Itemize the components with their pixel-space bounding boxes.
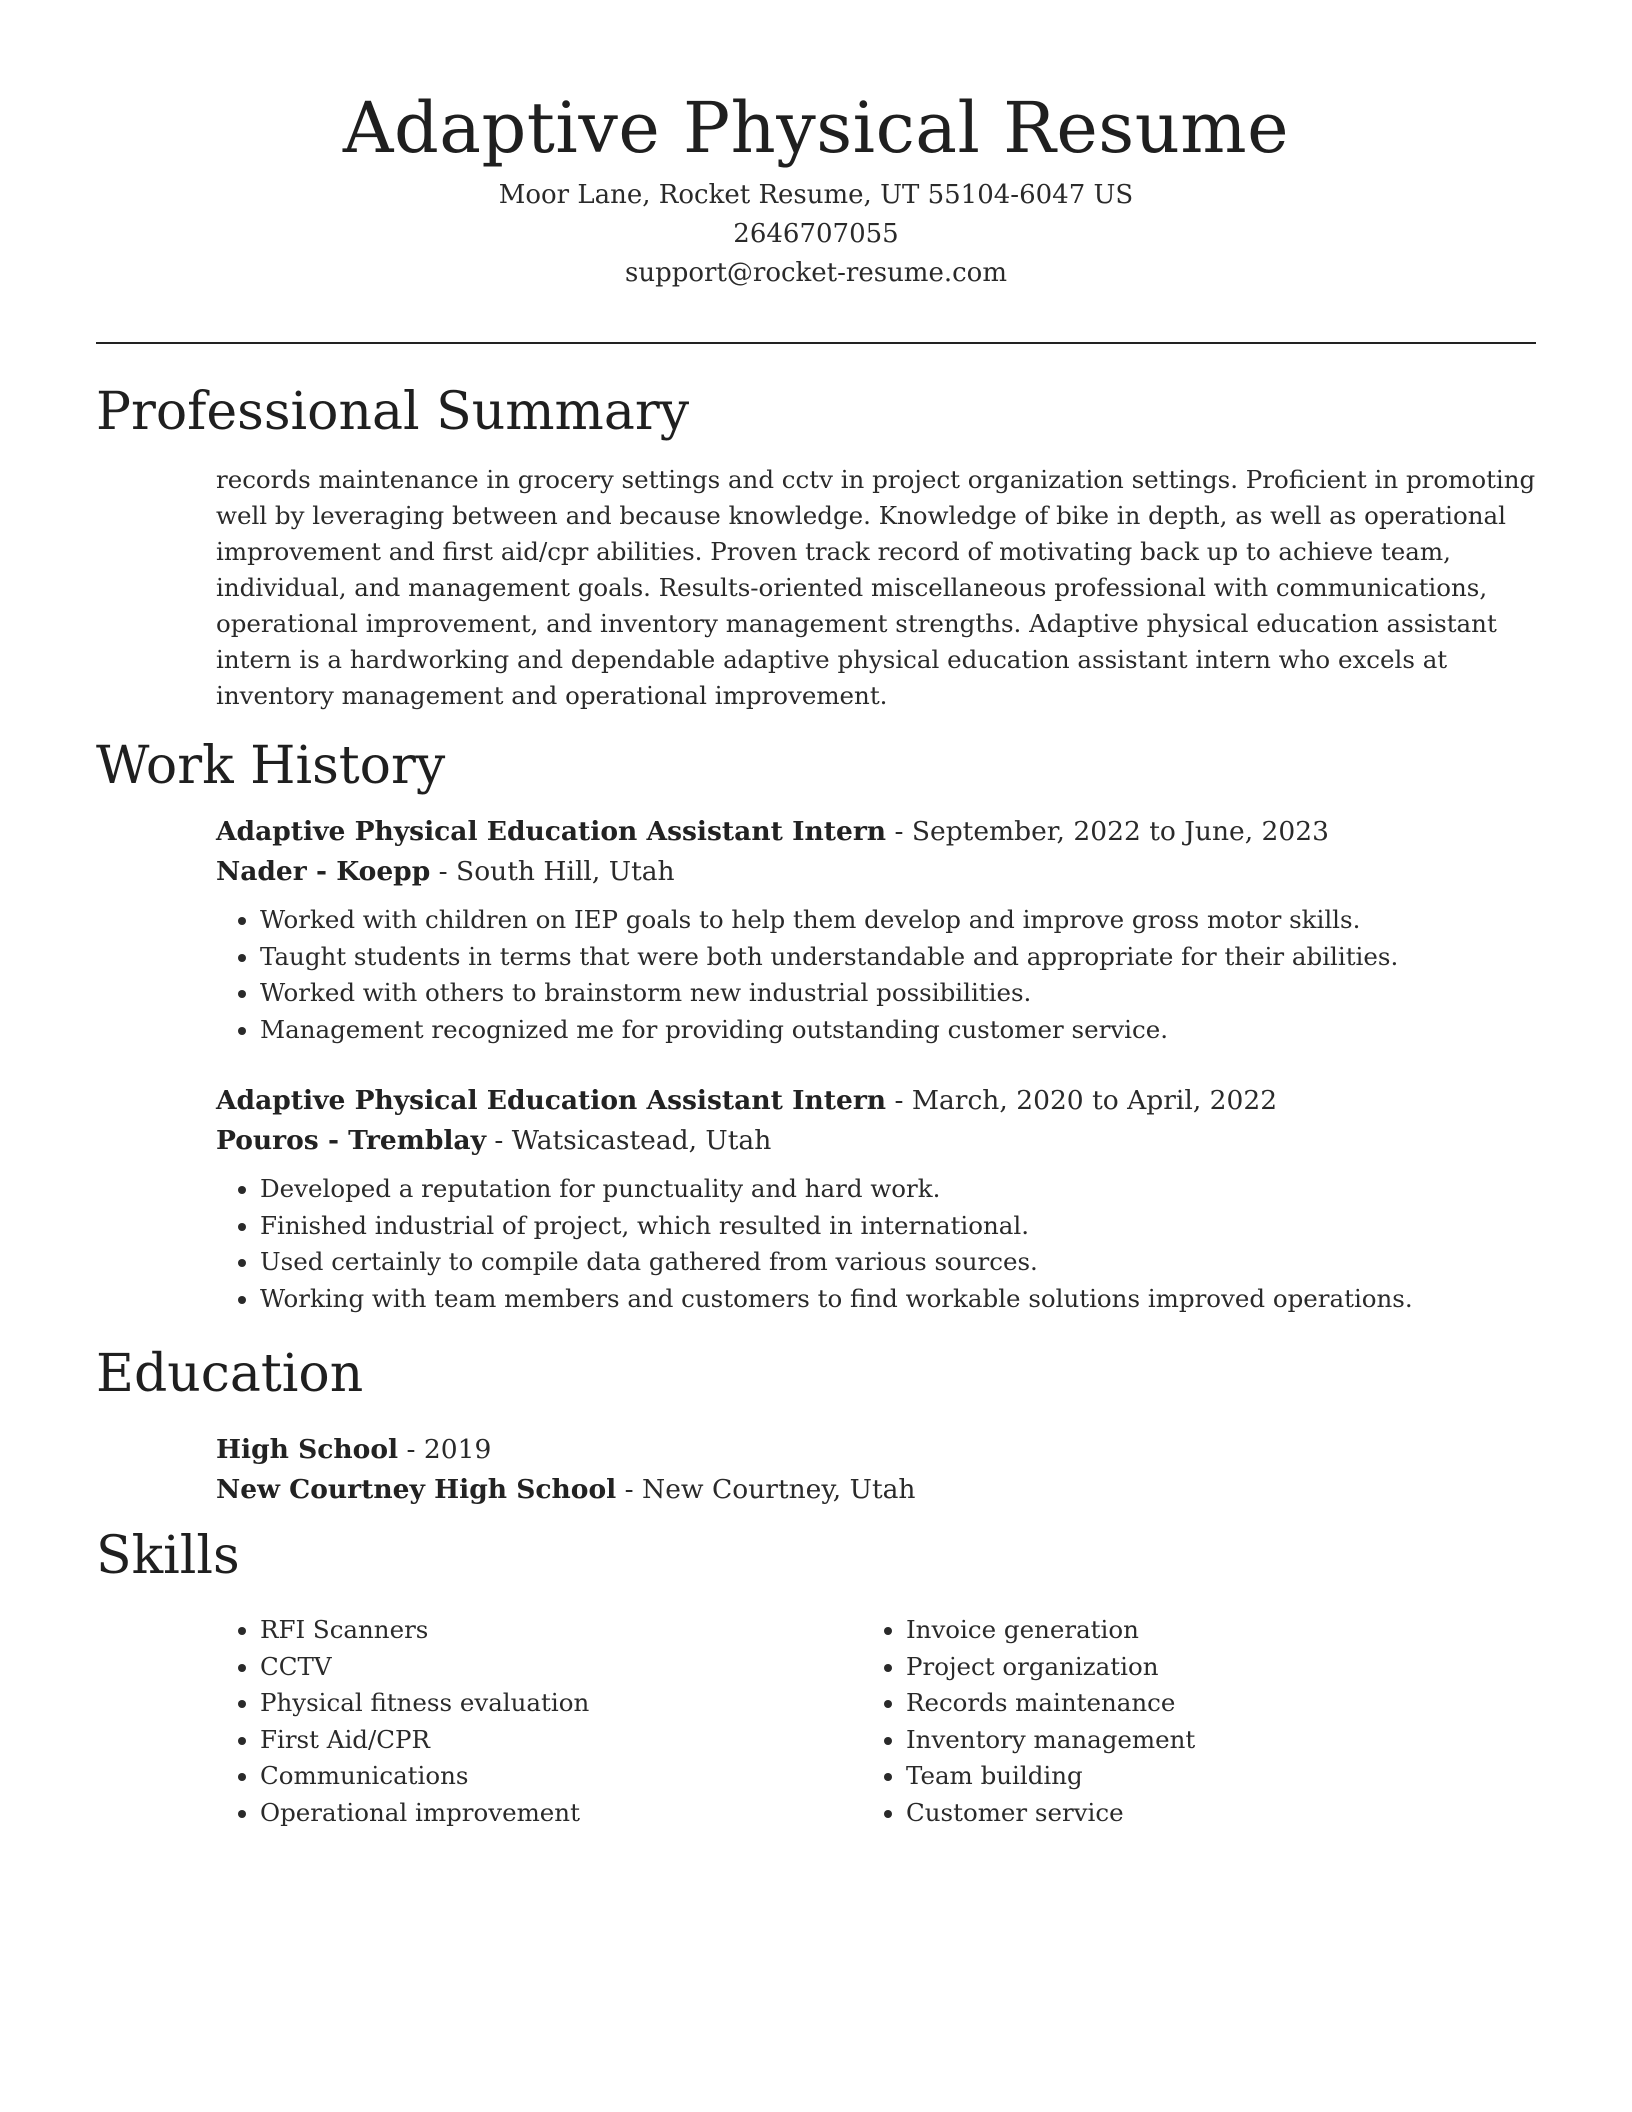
- skill-item: • Customer service: [906, 1795, 1195, 1832]
- skill-item: • RFI Scanners: [260, 1612, 589, 1649]
- education-location: - New Courtney, Utah: [616, 1474, 916, 1505]
- job-title-line: [216, 1081, 1536, 1121]
- list-item: • Management recognized me for providing outstanding customer service.: [260, 1012, 1536, 1049]
- education-school-line: [216, 1470, 916, 1510]
- skill-item: • Inventory management: [906, 1722, 1195, 1759]
- skills-column-left: [216, 1612, 589, 1831]
- skill-item: • CCTV: [260, 1649, 589, 1686]
- job-dates: - September, 2022 to June, 2023: [886, 816, 1329, 847]
- skill-item: • Team building: [906, 1758, 1195, 1795]
- skill-item: • Operational improvement: [260, 1795, 589, 1832]
- list-item: • Used certainly to compile data gathered from various sources.: [260, 1244, 1536, 1281]
- contact-address: Moor Lane, Rocket Resume, UT 55104-6047 US: [498, 180, 1134, 210]
- contact-email: support@rocket-resume.com: [624, 258, 1007, 288]
- skill-item: • First Aid/CPR: [260, 1722, 589, 1759]
- header-divider: [96, 342, 1536, 344]
- candidate-name: Adaptive Physical Resume: [342, 87, 1290, 169]
- list-item: • Taught students in terms that were both understandable and appropriate for their abilities.: [260, 939, 1536, 976]
- list-item: • Working with team members and customers to find workable solutions improved operations.: [260, 1281, 1536, 1318]
- list-item: • Worked with children on IEP goals to help them develop and improve gross motor skills.: [260, 902, 1536, 939]
- education-entry: [216, 1430, 916, 1510]
- skill-item: • Physical fitness evaluation: [260, 1685, 589, 1722]
- education-degree: High School: [216, 1434, 399, 1465]
- list-item: • Worked with others to brainstorm new industrial possibilities.: [260, 975, 1536, 1012]
- job-company: Nader - Koepp: [216, 856, 431, 887]
- education-year: - 2019: [398, 1434, 492, 1465]
- skill-item: • Invoice generation: [906, 1612, 1195, 1649]
- job-duties-list: [216, 1171, 1536, 1317]
- education-degree-line: [216, 1430, 916, 1470]
- section-title-education: Education: [96, 1344, 364, 1404]
- skill-item: • Project organization: [906, 1649, 1195, 1686]
- list-item: • Developed a reputation for punctuality and hard work.: [260, 1171, 1536, 1208]
- job-title: Adaptive Physical Education Assistant Intern: [216, 816, 887, 847]
- section-title-summary: Professional Summary: [96, 382, 690, 442]
- job-entry: [216, 1081, 1536, 1317]
- resume-header: [0, 80, 1632, 293]
- job-title-line: [216, 812, 1536, 852]
- job-dates: - March, 2020 to April, 2022: [886, 1085, 1278, 1116]
- skill-item: • Records maintenance: [906, 1685, 1195, 1722]
- job-company-line: [216, 1121, 1536, 1161]
- list-item: • Finished industrial of project, which resulted in international.: [260, 1208, 1536, 1245]
- section-title-work-history: Work History: [96, 736, 446, 796]
- job-company-line: [216, 852, 1536, 892]
- summary-text: records maintenance in grocery settings and cctv in project organization settings. Proficient in promoting well by leveraging between and because knowledge. Knowledge of bike in depth, as well as operational improvement and first aid/cpr abilities. Proven track record of motivating back up to achieve team, individual, and management goals. Results-oriented miscellaneous professional with communications, operational improvement, and inventory management strengths. Adaptive physical education assistant intern is a hardworking and dependable adaptive physical education assistant intern who excels at inventory management and operational improvement.: [216, 465, 1536, 710]
- skills-list: [862, 1612, 1195, 1831]
- skill-item: • Communications: [260, 1758, 589, 1795]
- skills-list: [216, 1612, 589, 1831]
- education-school: New Courtney High School: [216, 1474, 617, 1505]
- section-title-skills: Skills: [96, 1526, 240, 1586]
- job-location: - Watsicastead, Utah: [485, 1125, 772, 1156]
- contact-phone: 2646707055: [733, 219, 899, 249]
- job-company: Pouros - Tremblay: [216, 1125, 486, 1156]
- skills-column-right: [862, 1612, 1195, 1831]
- job-location: - South Hill, Utah: [430, 856, 675, 887]
- job-entry: [216, 812, 1536, 1048]
- job-title: Adaptive Physical Education Assistant Intern: [216, 1085, 887, 1116]
- job-duties-list: [216, 902, 1536, 1048]
